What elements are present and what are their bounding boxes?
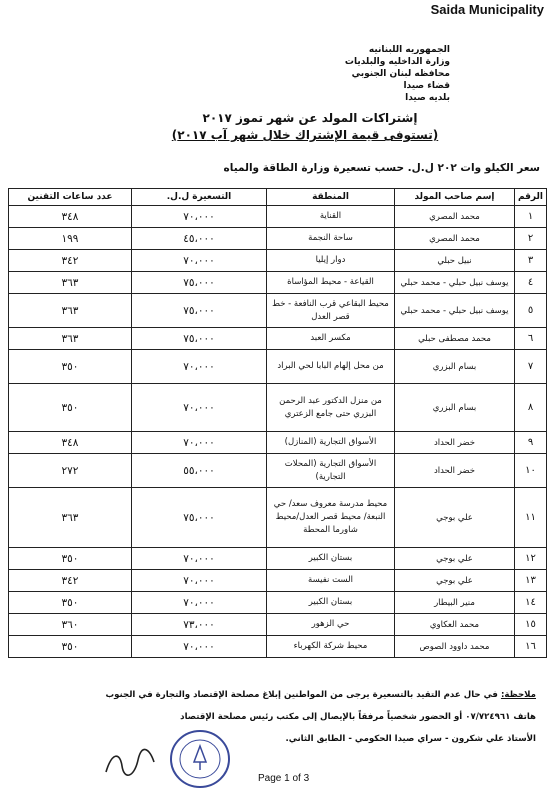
cell-num: ٣ xyxy=(515,250,547,272)
subscriptions-table xyxy=(8,188,547,658)
table-row xyxy=(9,206,547,228)
cell-num: ٧ xyxy=(515,350,547,384)
table-header-row xyxy=(9,189,547,206)
cell-area: ساحة النجمة xyxy=(267,228,395,250)
cell-price: ٧٥،٠٠٠ xyxy=(132,488,267,548)
cell-hours: ٢٧٢ xyxy=(9,454,132,488)
cell-hours: ٣٤٨ xyxy=(9,206,132,228)
cell-price: ٧٠،٠٠٠ xyxy=(132,206,267,228)
table-row xyxy=(9,250,547,272)
cell-num: ١١ xyxy=(515,488,547,548)
cell-owner: علي بوجي xyxy=(395,488,515,548)
authority-line: الجمهوريه اللبنانيه xyxy=(368,45,450,55)
title-line-1: إشتراكات المولد عن شهر تموز ٢٠١٧ xyxy=(202,111,418,125)
cell-area: محيط شركة الكهرباء xyxy=(267,636,395,658)
cell-owner: نبيل حبلي xyxy=(395,250,515,272)
table-row xyxy=(9,592,547,614)
table-row xyxy=(9,614,547,636)
cell-hours: ٣٤٢ xyxy=(9,570,132,592)
cell-price: ٧٥،٠٠٠ xyxy=(132,328,267,350)
cell-num: ٨ xyxy=(515,384,547,432)
table-row xyxy=(9,548,547,570)
page-indicator: Page 1 of 3 xyxy=(258,773,310,784)
table-row xyxy=(9,350,547,384)
table-row xyxy=(9,228,547,250)
cell-owner: علي بوجي xyxy=(395,570,515,592)
cell-area: بستان الكبير xyxy=(267,548,395,570)
authority-line: قضاء صيدا xyxy=(403,81,450,91)
note-line-3: الأستاذ علي شكرون - سراي صيدا الحكومي - الطابق الثاني. xyxy=(285,734,536,744)
authority-line: محافظه لبنان الجنوبي xyxy=(351,69,450,79)
cell-hours: ٣٥٠ xyxy=(9,350,132,384)
cell-owner: يوسف نبيل حبلي - محمد حبلي xyxy=(395,272,515,294)
title-line-2: (تستوفى قيمة الإشتراك خلال شهر آب ٢٠١٧) xyxy=(171,128,439,142)
cell-hours: ٣٥٠ xyxy=(9,592,132,614)
note-line-2: هاتف ٠٧/٧٢٤٩٦١ أو الحضور شخصياً مرفقاً بالإيصال إلى مكتب رئيس مصلحة الإقتصاد xyxy=(180,712,536,722)
cell-owner: محمد مصطفى حبلي xyxy=(395,328,515,350)
header-hours: عدد ساعات التقنين xyxy=(9,189,132,206)
cell-owner: خضر الحداد xyxy=(395,432,515,454)
cell-num: ١٥ xyxy=(515,614,547,636)
cell-area: القياعة - محيط المؤاساة xyxy=(267,272,395,294)
cell-price: ٧٥،٠٠٠ xyxy=(132,294,267,328)
cell-price: ٥٥،٠٠٠ xyxy=(132,454,267,488)
cell-owner: بسام البزري xyxy=(395,384,515,432)
header-price: التسعيرة ل.ل. xyxy=(132,189,267,206)
cell-owner: خضر الحداد xyxy=(395,454,515,488)
cell-hours: ٣٦٣ xyxy=(9,294,132,328)
cell-price: ٧٣،٠٠٠ xyxy=(132,614,267,636)
signature-icon xyxy=(100,742,160,782)
cell-num: ١ xyxy=(515,206,547,228)
municipality-header: Saida Municipality xyxy=(430,2,544,17)
cell-hours: ٣٥٠ xyxy=(9,548,132,570)
table-row xyxy=(9,432,547,454)
rate-line: سعر الكيلو وات ٢٠٢ ل.ل. حسب تسعيرة وزارة الطاقة والمياه xyxy=(223,162,540,174)
header-num: الرقم xyxy=(515,189,547,206)
table-row xyxy=(9,328,547,350)
cell-price: ٤٥،٠٠٠ xyxy=(132,228,267,250)
cell-area: مكسر العبد xyxy=(267,328,395,350)
cell-hours: ٣٥٠ xyxy=(9,384,132,432)
cell-area: بستان الكبير xyxy=(267,592,395,614)
cell-num: ١٠ xyxy=(515,454,547,488)
document-title xyxy=(0,110,550,144)
cell-hours: ٣٥٠ xyxy=(9,636,132,658)
table-row xyxy=(9,570,547,592)
cell-area: محيط مدرسة معروف سعد/ حي النبعة/ محيط قصر العدل/محيط شاورما المحطة xyxy=(267,488,395,548)
cell-area: من منزل الدكتور عبد الرحمن البزري حتى جامع الزعتري xyxy=(267,384,395,432)
note-line-1: في حال عدم التقيد بالتسعيرة يرجى من المواطنين إبلاغ مصلحة الإقتصاد والتجارة في الجنوب xyxy=(105,690,498,700)
cell-hours: ٣٤٢ xyxy=(9,250,132,272)
cell-num: ٢ xyxy=(515,228,547,250)
cell-owner: منير البيطار xyxy=(395,592,515,614)
authority-block xyxy=(345,44,450,104)
cell-area: الأسواق التجارية (المحلات التجارية) xyxy=(267,454,395,488)
cell-price: ٧٠،٠٠٠ xyxy=(132,350,267,384)
cell-area: من محل إلهام البابا لحي البراد xyxy=(267,350,395,384)
cell-hours: ٣٦٣ xyxy=(9,488,132,548)
authority-line: بلديه صيدا xyxy=(405,93,450,103)
cell-num: ١٢ xyxy=(515,548,547,570)
cell-hours: ٣٤٨ xyxy=(9,432,132,454)
table-row xyxy=(9,272,547,294)
cell-owner: محمد المصري xyxy=(395,228,515,250)
cell-price: ٧٠،٠٠٠ xyxy=(132,548,267,570)
cell-price: ٧٥،٠٠٠ xyxy=(132,272,267,294)
cell-owner: محمد المصري xyxy=(395,206,515,228)
cell-price: ٧٠،٠٠٠ xyxy=(132,592,267,614)
cell-owner: علي بوجي xyxy=(395,548,515,570)
authority-line: وزارة الداخليه والبلديات xyxy=(344,57,450,67)
cell-owner: يوسف نبيل حبلي - محمد حبلي xyxy=(395,294,515,328)
header-area: المنطقة xyxy=(267,189,395,206)
cell-area: محيط البقاعي قرب النافعة - خط قصر العدل xyxy=(267,294,395,328)
table-row xyxy=(9,294,547,328)
cell-hours: ٣٦٠ xyxy=(9,614,132,636)
cell-price: ٧٠،٠٠٠ xyxy=(132,384,267,432)
cell-num: ٩ xyxy=(515,432,547,454)
cell-hours: ٣٦٣ xyxy=(9,328,132,350)
cell-area: الأسواق التجارية (المنازل) xyxy=(267,432,395,454)
header-owner: إسم صاحب المولد xyxy=(395,189,515,206)
table-row xyxy=(9,384,547,432)
cell-price: ٧٠،٠٠٠ xyxy=(132,570,267,592)
cell-owner: محمد داوود الصوص xyxy=(395,636,515,658)
cell-hours: ٣٦٣ xyxy=(9,272,132,294)
table-row xyxy=(9,488,547,548)
cell-area: حي الزهور xyxy=(267,614,395,636)
official-stamp-icon xyxy=(168,728,232,790)
cell-num: ٥ xyxy=(515,294,547,328)
cell-price: ٧٠،٠٠٠ xyxy=(132,432,267,454)
cell-num: ٦ xyxy=(515,328,547,350)
cell-hours: ١٩٩ xyxy=(9,228,132,250)
note-label: ملاحظة: xyxy=(500,690,536,700)
cell-area: القناية xyxy=(267,206,395,228)
cell-price: ٧٠،٠٠٠ xyxy=(132,250,267,272)
cell-num: ١٣ xyxy=(515,570,547,592)
cell-num: ١٤ xyxy=(515,592,547,614)
cell-num: ١٦ xyxy=(515,636,547,658)
table-row xyxy=(9,636,547,658)
cell-owner: محمد العكاوي xyxy=(395,614,515,636)
note-block xyxy=(16,684,536,750)
table-row xyxy=(9,454,547,488)
cell-area: دوار إيليا xyxy=(267,250,395,272)
cell-num: ٤ xyxy=(515,272,547,294)
cell-price: ٧٠،٠٠٠ xyxy=(132,636,267,658)
cell-area: الست نفيسة xyxy=(267,570,395,592)
cell-owner: بسام البزري xyxy=(395,350,515,384)
